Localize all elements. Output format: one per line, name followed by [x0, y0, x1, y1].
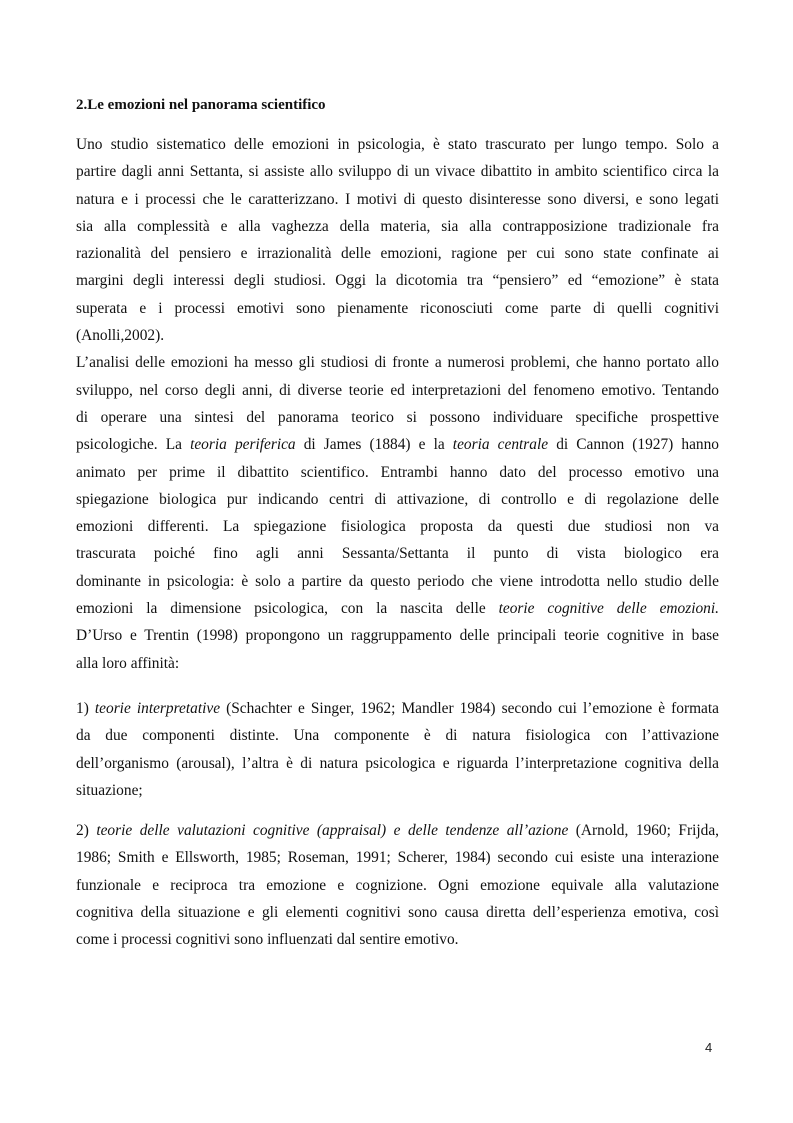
text-line: 1986; Smith e Ellsworth, 1985; Roseman, 1991; Scherer, 1984) secondo cui esiste una interazione — [76, 849, 719, 867]
text-line: partire dagli anni Settanta, si assiste allo sviluppo di un vivace dibattito in ambito scientifico circa la — [76, 163, 719, 181]
text-line: razionalità del pensiero e irrazionalità delle emozioni, ragione per cui sono state confinate ai — [76, 245, 719, 263]
text-line: sia alla complessità e alla vaghezza della materia, sia alla contrapposizione tradizionale fra — [76, 217, 719, 235]
text-line: psicologiche. La teoria periferica di James (1884) e la teoria centrale di Cannon (1927) hanno — [76, 436, 719, 454]
text-line: come i processi cognitivi sono influenzati dal sentire emotivo. — [76, 931, 459, 949]
italic-term: teoria periferica — [190, 436, 296, 454]
text-line: alla loro affinità: — [76, 654, 180, 672]
text-line: 2) teorie delle valutazioni cognitive (appraisal) e delle tendenze all’azione (Arnold, 1960; Frijda, — [76, 822, 720, 839]
text-line: animato per prime il dibattito scientifico. Entrambi hanno dato del processo emotivo una — [76, 463, 719, 481]
text-line: situazione; — [76, 781, 143, 799]
text-line: (Anolli,2002). — [76, 327, 165, 345]
text-line: emozioni differenti. La spiegazione fisiologica proposta da questi due studiosi non va — [76, 518, 719, 536]
text-line: funzionale e reciproca tra emozione e cognizione. Ogni emozione equivale alla valutazione — [76, 876, 719, 894]
text-line: margini degli interessi degli studiosi. Oggi la dicotomia tra “pensiero” ed “emozione” è stata — [76, 272, 719, 290]
text-line: D’Urso e Trentin (1998) propongono un raggruppamento delle principali teorie cognitive in base — [76, 627, 719, 645]
text-line: 1) teorie interpretative (Schachter e Singer, 1962; Mandler 1984) secondo cui l’emozione è formata — [76, 700, 719, 717]
paragraph-appraisal — [76, 817, 719, 953]
text-line: spiegazione biologica pur indicando centri di attivazione, di controllo e di regolazione delle — [76, 490, 719, 508]
text-line: L’analisi delle emozioni ha messo gli studiosi di fronte a numerosi problemi, che hanno portato allo — [76, 354, 719, 372]
paragraph-interpretative — [76, 695, 719, 804]
text-line: Uno studio sistematico delle emozioni in psicologia, è stato trascurato per lungo tempo. Solo a — [76, 136, 719, 153]
text-line: di operare una sintesi del panorama teorico si possono individuare specifiche prospettive — [76, 408, 719, 426]
paragraph-intro — [76, 131, 719, 677]
text-line: emozioni la dimensione psicologica, con la nascita delle teorie cognitive delle emozioni. — [76, 600, 719, 618]
section-heading: 2.Le emozioni nel panorama scientifico — [76, 97, 326, 113]
text-line: superata e i processi emotivi sono pienamente riconosciuti come parte di quelli cognitivi — [76, 299, 719, 317]
italic-term: teorie delle valutazioni cognitive (appraisal) e delle tendenze all’azione — [96, 822, 569, 839]
text-line: da due componenti distinte. Una componente è di natura fisiologica con l’attivazione — [76, 727, 719, 745]
italic-term: teorie cognitive delle emozioni. — [498, 600, 719, 618]
italic-term: teorie interpretative — [94, 700, 221, 717]
text-line: natura e i processi che le caratterizzano. I motivi di questo disinteresse sono diversi, e sono legati — [76, 190, 719, 208]
text-line: trascurata poiché fino agli anni Sessanta/Settanta il punto di vista biologico era — [76, 545, 719, 563]
text-line: dominante in psicologia: è solo a partire da questo periodo che viene introdotta nello studio delle — [76, 572, 719, 590]
italic-term: teoria centrale — [452, 436, 549, 454]
page-number: 4 — [705, 1040, 713, 1055]
text-line: sviluppo, nel corso degli anni, di diverse teorie ed interpretazioni del fenomeno emotivo. Tentando — [76, 381, 719, 399]
text-line: cognitiva della situazione e gli elementi cognitivi sono causa diretta dell’esperienza emotiva, così — [76, 903, 719, 921]
text-line: dell’organismo (arousal), l’altra è di natura psicologica e riguarda l’interpretazione cognitiva della — [76, 754, 719, 772]
